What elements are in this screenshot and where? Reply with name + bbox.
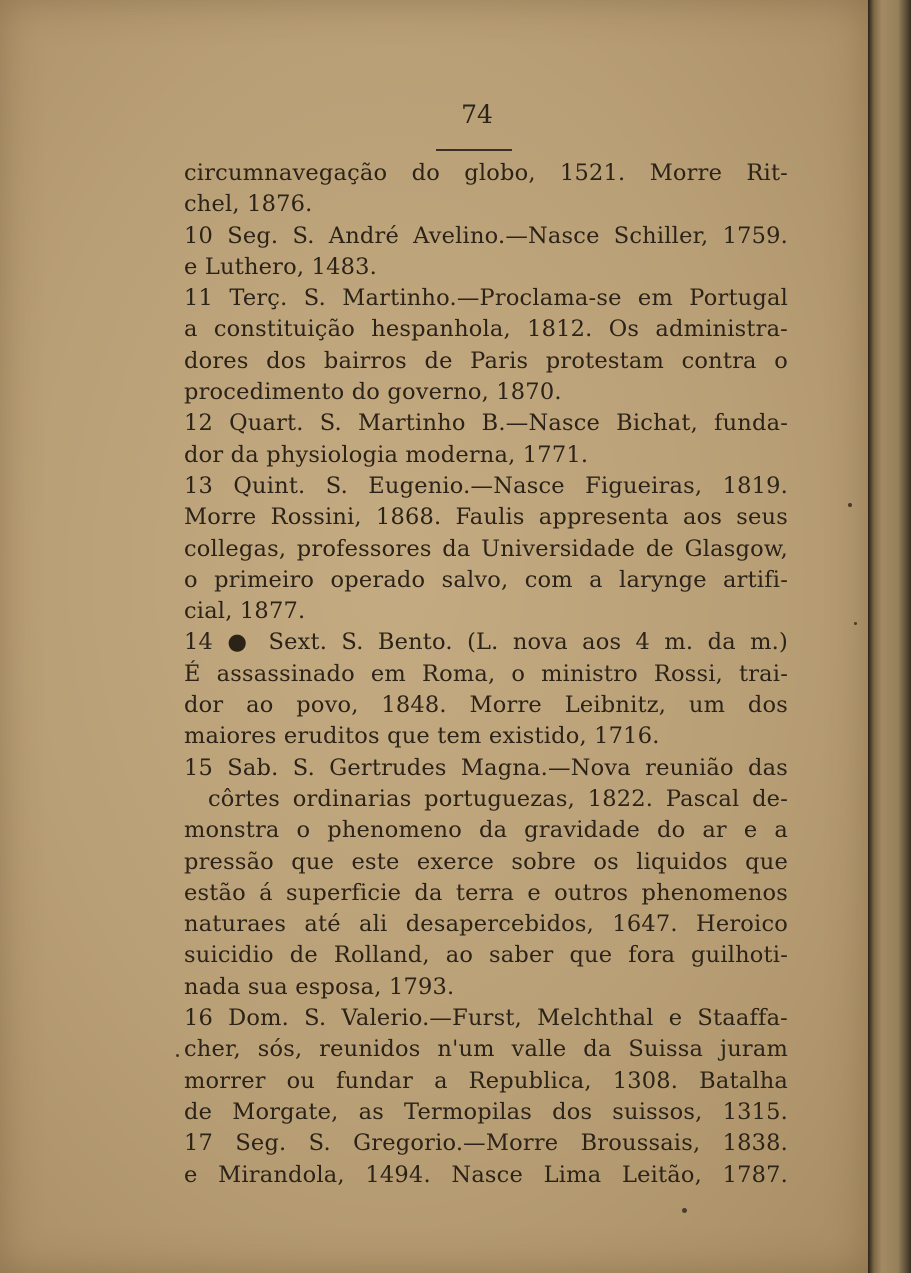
text-line: cial, 1877.	[184, 598, 306, 625]
text-line: monstra o phenomeno da gravidade do ar e a	[184, 817, 788, 844]
text-line: de Morgate, as Termopilas dos suissos, 1315.	[184, 1098, 788, 1125]
text-line: maiores eruditos que tem existido, 1716.	[184, 723, 660, 750]
text-line: chel, 1876.	[184, 191, 313, 218]
text-line: É assassinado em Roma, o ministro Rossi, trai-	[184, 660, 788, 687]
text-line: collegas, professores da Universidade de Glasgow,	[184, 535, 788, 562]
text-line: 15 Sab. S. Gertrudes Magna.—Nova reunião das	[184, 754, 788, 781]
text-line: e Mirandola, 1494. Nasce Lima Leitão, 1787.	[184, 1161, 788, 1188]
text-line: Morre Rossini, 1868. Faulis appresenta aos seus	[184, 504, 788, 531]
header-rule	[436, 149, 512, 151]
text-line: 13 Quint. S. Eugenio.—Nasce Figueiras, 1819.	[184, 472, 788, 499]
text-line: a constituição hespanhola, 1812. Os administra-	[184, 316, 788, 343]
text-line: suicidio de Rolland, ao saber que fora guilhoti-	[184, 942, 788, 969]
page-edge	[868, 0, 911, 1273]
text-line: cher, sós, reunidos n'um valle da Suissa juram	[184, 1036, 788, 1063]
text-line: dores dos bairros de Paris protestam contra o	[184, 347, 788, 374]
text-line: 11 Terç. S. Martinho.—Proclama-se em Portugal	[184, 285, 788, 312]
text-line: nada sua esposa, 1793.	[184, 973, 455, 1000]
text-line: e Luthero, 1483.	[184, 253, 377, 280]
paper-speck	[682, 1208, 687, 1213]
text-line: procedimento do governo, 1870.	[184, 379, 562, 406]
text-line: morrer ou fundar a Republica, 1308. Batalha	[184, 1067, 788, 1094]
text-line: 17 Seg. S. Gregorio.—Morre Broussais, 1838.	[184, 1130, 788, 1157]
text-line: dor ao povo, 1848. Morre Leibnitz, um dos	[184, 692, 788, 719]
text-line: côrtes ordinarias portuguezas, 1822. Pascal de-	[208, 785, 788, 812]
paper-speck	[848, 503, 852, 507]
text-line: o primeiro operado salvo, com a larynge artifi-	[184, 566, 788, 593]
paper-speck	[176, 1054, 179, 1057]
text-line: 16 Dom. S. Valerio.—Furst, Melchthal e Staaffa-	[184, 1005, 788, 1032]
text-line: dor da physiologia moderna, 1771.	[184, 441, 589, 468]
text-line: 12 Quart. S. Martinho B.—Nasce Bichat, funda-	[184, 410, 788, 437]
text-line: naturaes até ali desapercebidos, 1647. Heroico	[184, 911, 788, 938]
text-line: 10 Seg. S. André Avelino.—Nasce Schiller, 1759.	[184, 222, 788, 249]
text-line: pressão que este exerce sobre os liquidos que	[184, 848, 788, 875]
paper-speck	[854, 622, 857, 625]
calendar-text	[184, 158, 788, 1191]
text-line: circumnavegação do globo, 1521. Morre Rit-	[184, 160, 788, 186]
text-line: 14 ● Sext. S. Bento. (L. nova aos 4 m. da m.)	[184, 629, 788, 656]
text-line: estão á superficie da terra e outros phenomenos	[184, 879, 788, 906]
page-number: 74	[461, 100, 493, 129]
